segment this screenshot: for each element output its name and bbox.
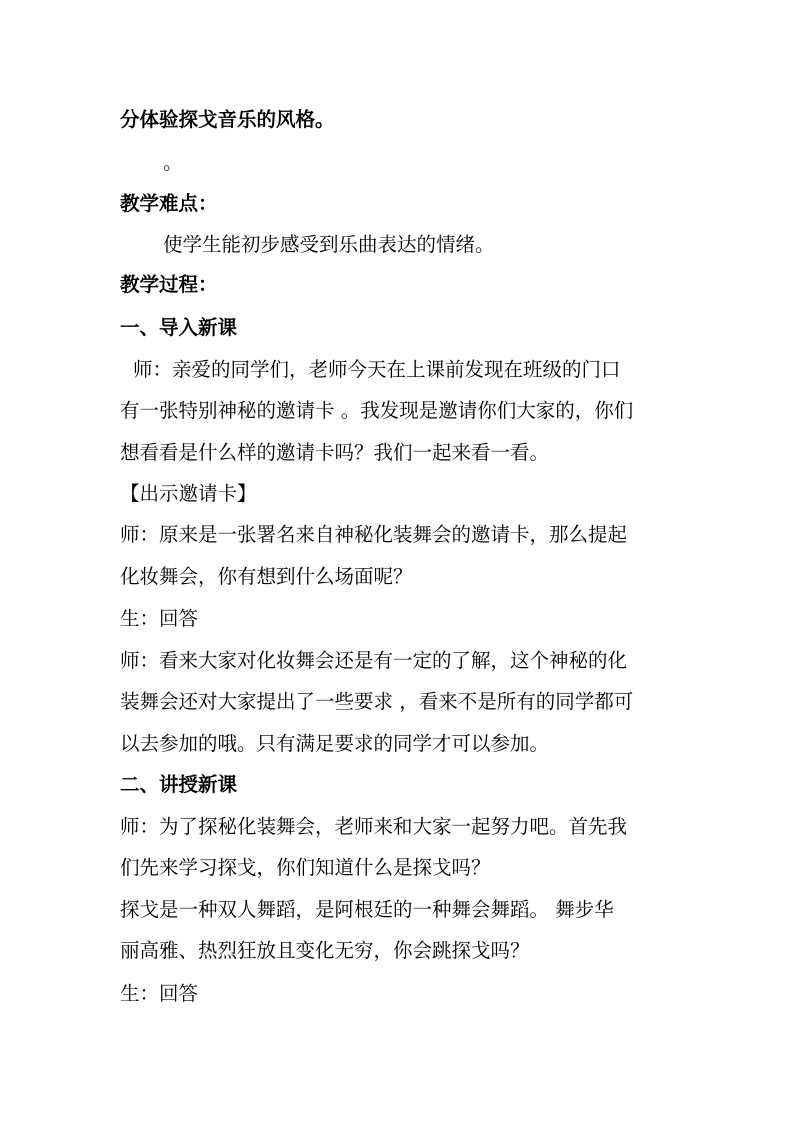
body-line-teacher-6: 师：看来大家对化妆舞会还是有一定的了解，这个神秘的化 bbox=[120, 649, 628, 672]
body-line-teacher-3: 想看看是什么样的邀请卡吗？我们一起来看一看。 bbox=[120, 441, 550, 464]
body-line-1: 分体验探戈音乐的风格。 bbox=[120, 108, 335, 131]
body-line-2: 。 bbox=[163, 151, 183, 174]
body-line-student-1: 生：回答 bbox=[120, 607, 199, 630]
heading-teaching-process: 教学过程： bbox=[120, 273, 218, 296]
body-line-teacher-10: 们先来学习探戈，你们知道什么是探戈吗？ bbox=[120, 856, 491, 879]
body-line-tango-1: 探戈是一种双人舞蹈，是阿根廷的一种舞会舞蹈。 舞步华 bbox=[120, 898, 614, 921]
body-line-teacher-4: 师：原来是一张署名来自神秘化装舞会的邀请卡，那么提起 bbox=[120, 523, 628, 546]
body-line-teacher-2: 有一张特别神秘的邀请卡 。我发现是邀请你们大家的，你们 bbox=[120, 399, 634, 422]
body-line-teacher-1: 师：亲爱的同学们，老师今天在上课前发现在班级的门口 bbox=[133, 358, 621, 381]
body-line-teacher-5: 化妆舞会，你有想到什么场面呢？ bbox=[120, 565, 413, 588]
body-line-tango-2: 丽高雅、热烈狂放且变化无穷，你会跳探戈吗？ bbox=[120, 939, 530, 962]
section-heading-intro: 一、导入新课 bbox=[120, 316, 238, 339]
body-line-student-2: 生：回答 bbox=[120, 982, 199, 1005]
body-line-teacher-9: 师：为了探秘化装舞会，老师来和大家一起努力吧。首先我 bbox=[120, 815, 628, 838]
body-line-teacher-7: 装舞会还对大家提出了一些要求 ，看来不是所有的同学都可 bbox=[120, 690, 634, 713]
body-line-teacher-8: 以去参加的哦。只有满足要求的同学才可以参加。 bbox=[120, 732, 550, 755]
body-line-difficulty: 使学生能初步感受到乐曲表达的情绪。 bbox=[163, 233, 495, 256]
body-line-show-card: 【出示邀请卡】 bbox=[120, 482, 257, 505]
heading-teaching-difficulty: 教学难点： bbox=[120, 192, 218, 215]
section-heading-new-lesson: 二、讲授新课 bbox=[120, 773, 238, 796]
